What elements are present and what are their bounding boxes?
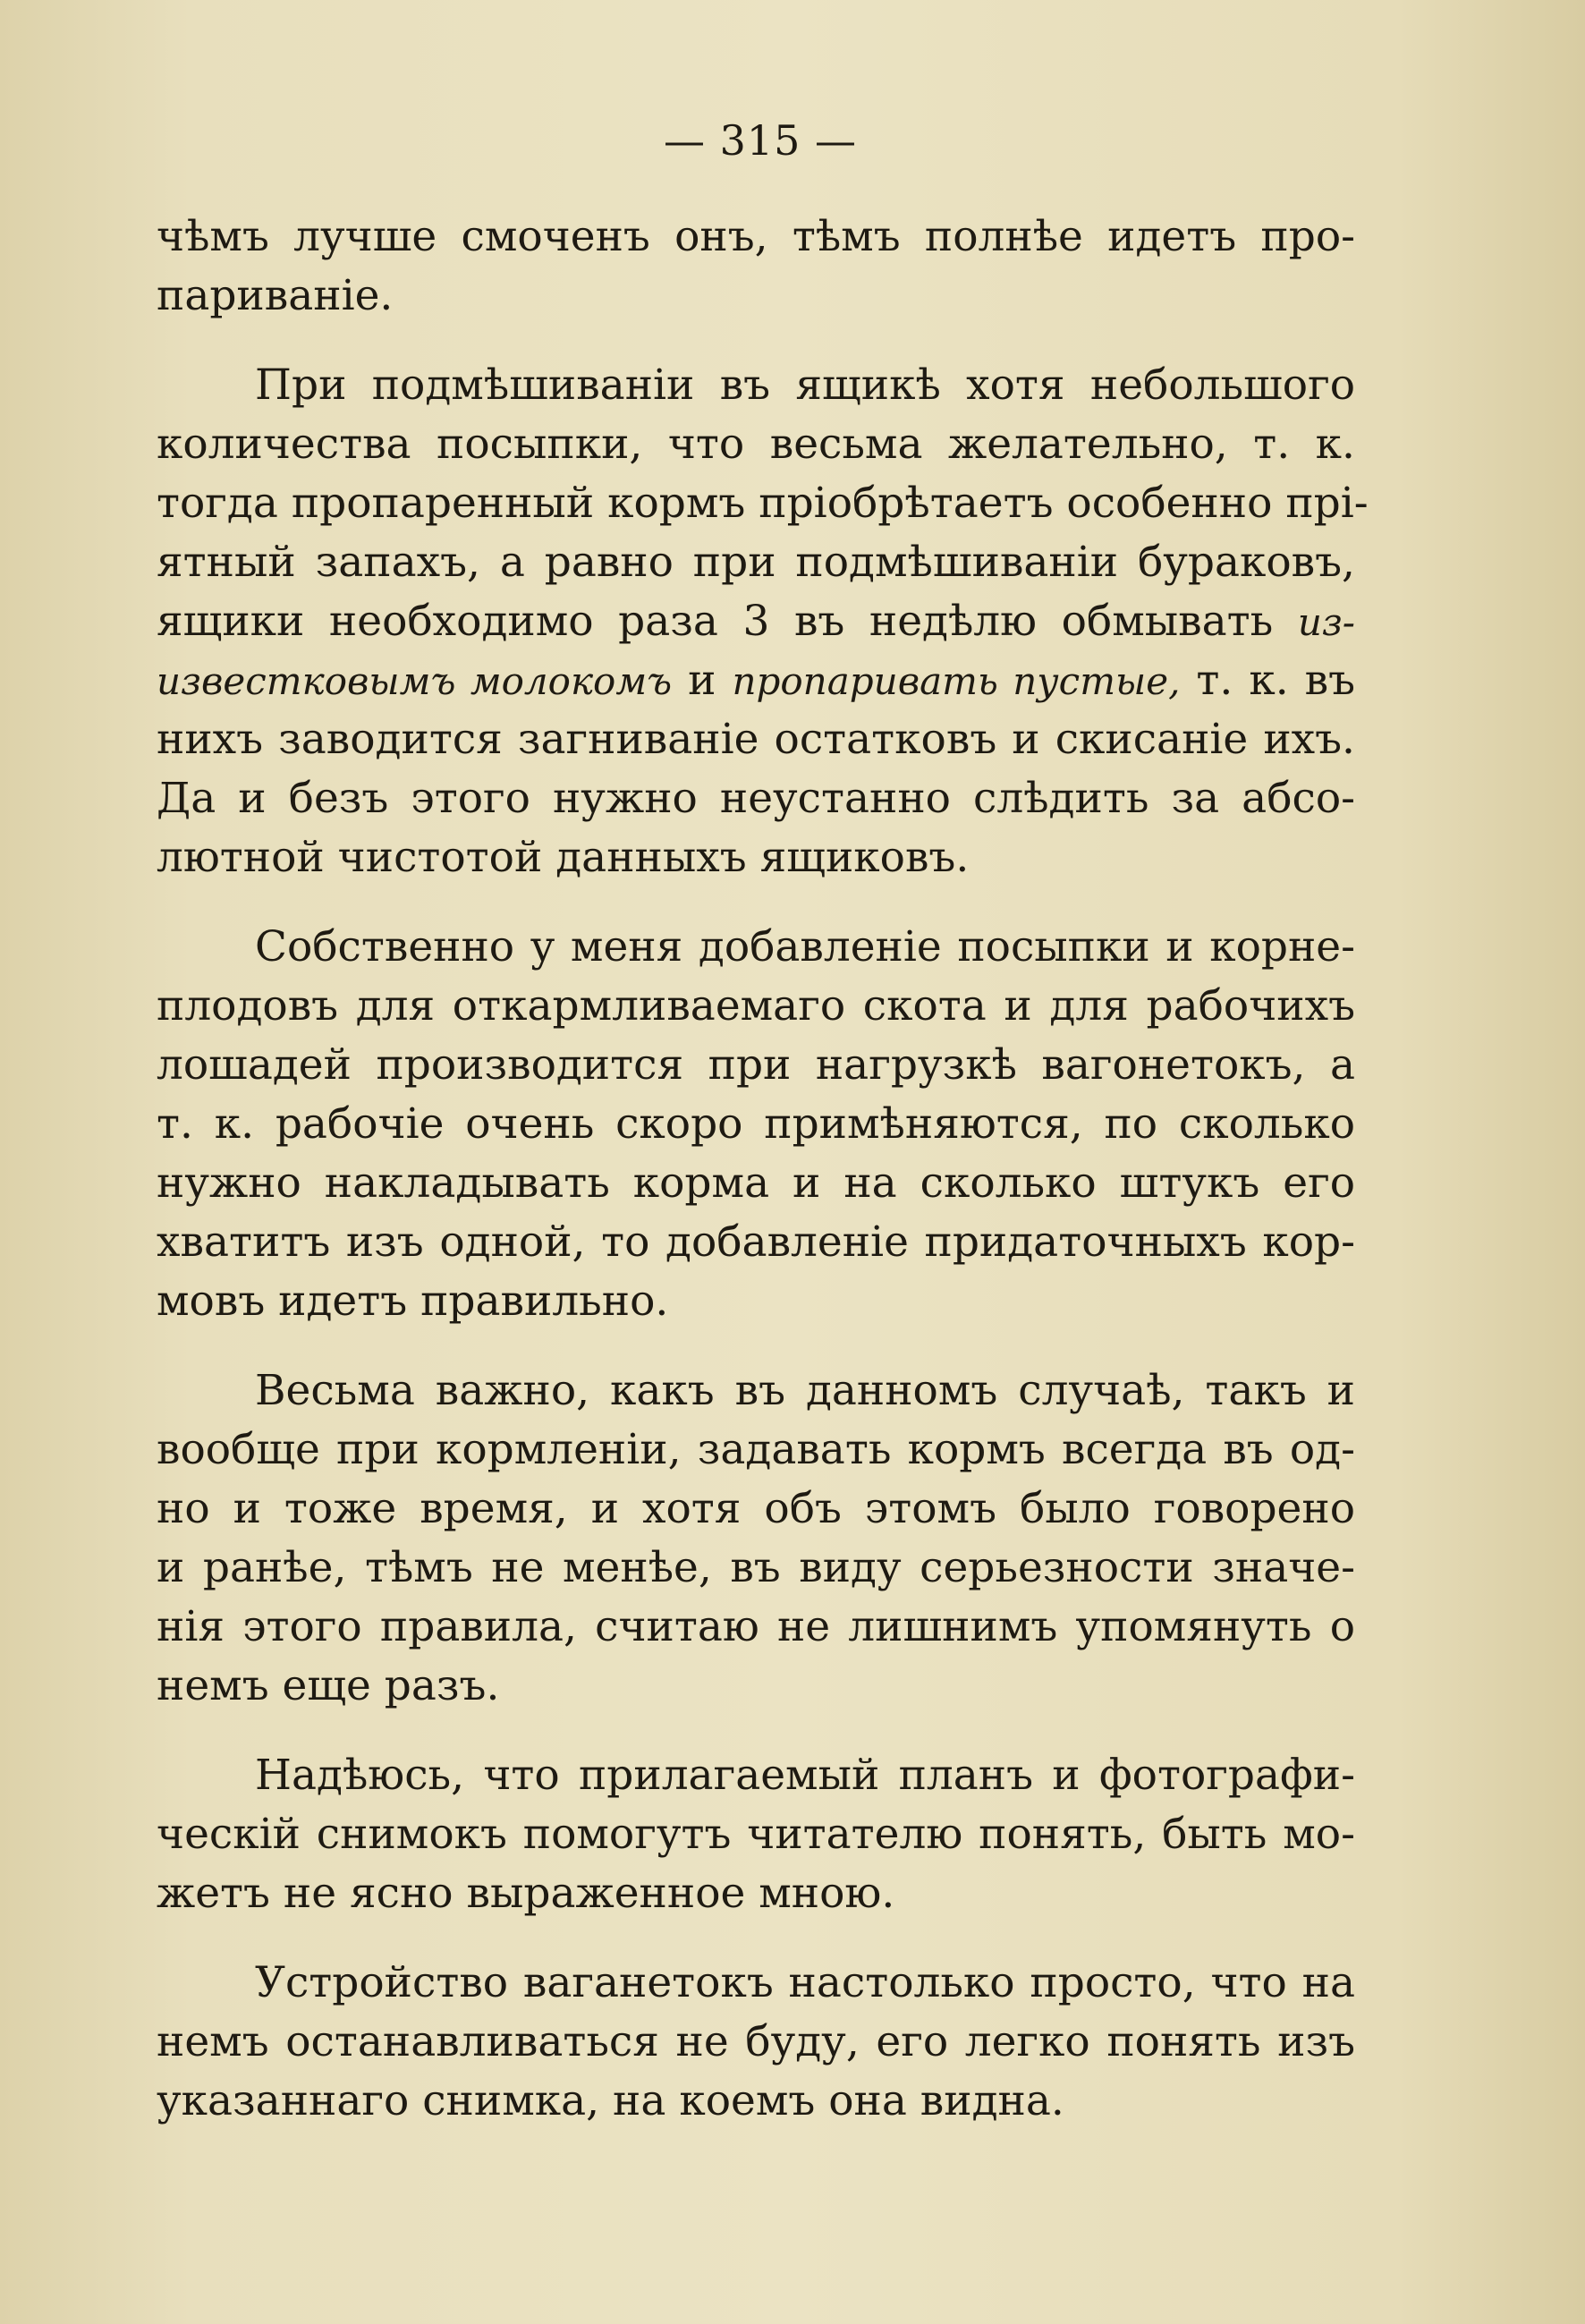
text-line: Собственно у меня добавленiе посыпки и корне-: [255, 922, 1355, 971]
text-fragment: ящики необходимо раза 3 въ недѣлю обмывать: [157, 597, 1274, 646]
text-line: хватитъ изъ одной, то добавленiе придаточныхъ кор-: [157, 1217, 1355, 1267]
text-line: Надѣюсь, что прилагаемый планъ и фотографи-: [255, 1751, 1355, 1800]
text-line: ческiй снимокъ помогутъ читателю понять, быть мо-: [157, 1810, 1355, 1859]
text-line: [157, 592, 1355, 651]
body-text: [157, 208, 1369, 2131]
text-line: т. к. рабочiе очень скоро примѣняются, по сколько: [157, 1099, 1355, 1149]
text-fragment: т. к. въ: [1196, 656, 1355, 705]
text-line: и ранѣе, тѣмъ не менѣе, въ виду серьезности значе-: [157, 1543, 1355, 1592]
text-line: количества посыпки, что весьма желательно, т. к.: [157, 420, 1355, 469]
text-line: нiя этого правила, считаю не лишнимъ упомянуть о: [157, 1602, 1355, 1651]
text-line: но и тоже время, и хотя объ этомъ было говорено: [157, 1484, 1355, 1533]
text-line: тогда пропаренный кормъ прiобрѣтаетъ особенно прi-: [157, 479, 1369, 528]
text-line: париванiе.: [157, 271, 394, 320]
text-line: Весьма важно, какъ въ данномъ случаѣ, такъ и: [255, 1366, 1355, 1415]
paragraph: [157, 1361, 1355, 1716]
text-line: ятный запахъ, а равно при подмѣшиванiи бураковъ,: [157, 538, 1355, 587]
italic-text: пропаривать пустые,: [732, 659, 1181, 703]
paragraph: [157, 356, 1369, 887]
text-line: чѣмъ лучше смоченъ онъ, тѣмъ полнѣе идетъ про-: [157, 212, 1355, 261]
text-line: Да и безъ этого нужно неустанно слѣдить за абсо-: [157, 774, 1355, 823]
text-line: немъ еще разъ.: [157, 1661, 500, 1710]
paragraph: [157, 1746, 1355, 1923]
page-number: — 315 —: [663, 116, 858, 165]
text-line: жетъ не ясно выраженное мною.: [157, 1869, 895, 1918]
paragraph: [157, 1954, 1355, 2131]
text-line: лошадей производится при нагрузкѣ вагонетокъ, а: [157, 1040, 1355, 1090]
text-fragment: и: [688, 656, 716, 705]
italic-text: известковымъ молокомъ: [157, 659, 673, 703]
paragraph: [157, 918, 1355, 1331]
text-line: [157, 651, 1355, 710]
text-line: вообще при кормленiи, задавать кормъ всегда въ од-: [157, 1425, 1355, 1474]
text-line: нихъ заводится загниванiе остатковъ и скисанiе ихъ.: [157, 715, 1355, 764]
text-line: Устройство ваганетокъ настолько просто, что на: [255, 1958, 1355, 2007]
text-line: лютной чистотой данныхъ ящиковъ.: [157, 833, 970, 882]
text-line: При подмѣшиванiи въ ящикѣ хотя небольшого: [255, 360, 1355, 410]
paragraph: [157, 208, 1355, 326]
italic-text: из-: [1297, 600, 1355, 644]
text-line: нужно накладывать корма и на сколько штукъ его: [157, 1158, 1355, 1208]
text-line: плодовъ для откармливаемаго скота и для рабочихъ: [157, 981, 1355, 1031]
text-line: указаннаго снимка, на коемъ она видна.: [157, 2076, 1064, 2125]
text-line: немъ останавливаться не буду, его легко понять изъ: [157, 2017, 1355, 2066]
text-line: мовъ идетъ правильно.: [157, 1277, 669, 1326]
